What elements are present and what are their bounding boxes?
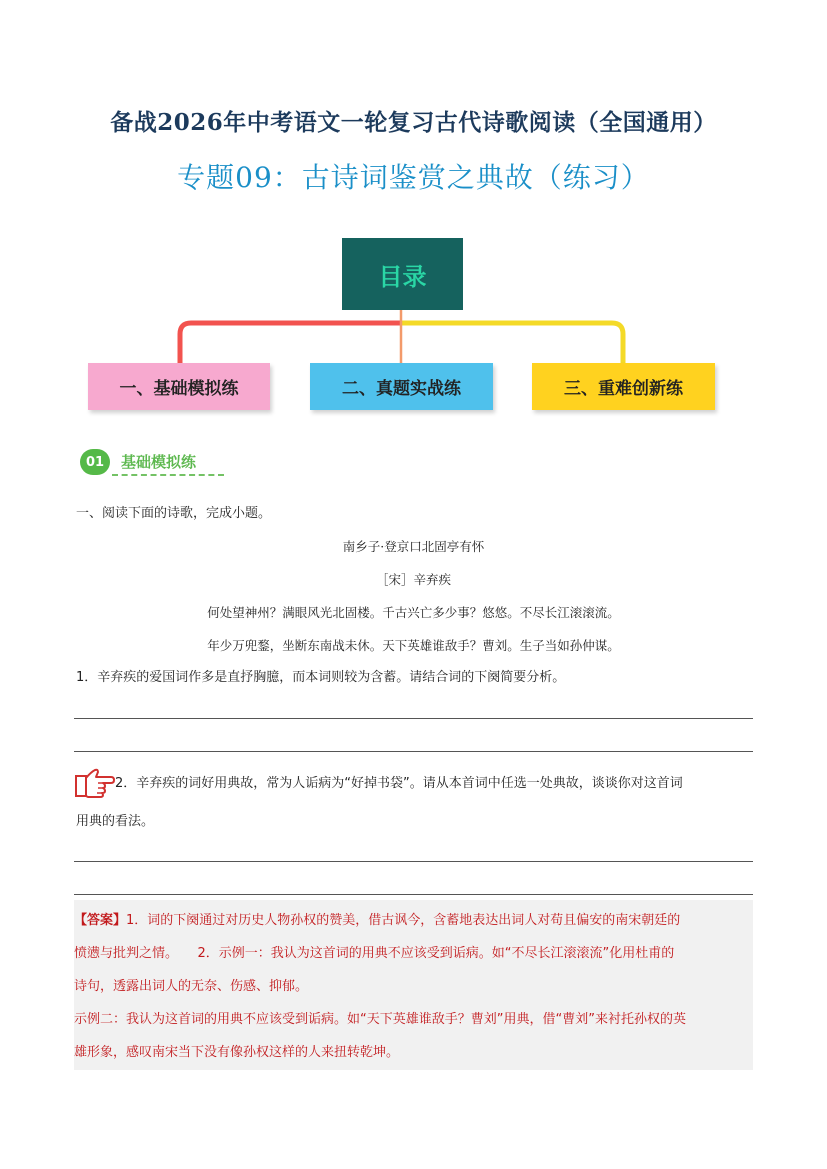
toc-item-basic[interactable]: 一、基础模拟练	[88, 363, 270, 410]
question-2-line-1: 2．辛弃疾的词好用典故，常为人诟病为“好掉书袋”。请从本首词中任选一处典故，谈谈你对这首词	[115, 776, 683, 791]
section-number-badge: 01	[80, 449, 110, 475]
answer-line-3: 诗句，透露出词人的无奈、伤感、抑郁。	[74, 979, 309, 994]
answer-tag: 【答案】	[74, 913, 127, 928]
section-header	[78, 446, 228, 480]
toc-item-real-exam[interactable]: 二、真题实战练	[310, 363, 493, 410]
answer-box	[74, 900, 753, 1070]
answer-line-2: 愤懑与批判之情。 2．示例一：我认为这首词的用典不应该受到诟病。如“不尽长江滚滚流”化用杜甫的	[74, 946, 675, 961]
document-title: 备战2026年中考语文一轮复习古代诗歌阅读（全国通用）	[110, 109, 717, 136]
section-title: 基础模拟练	[121, 453, 197, 471]
toc-title-box: 目录	[342, 238, 463, 310]
section-underline	[112, 474, 224, 476]
answer-line-4: 示例二：我认为这首词的用典不应该受到诟病。如“天下英雄谁敌手？曹刘”用典，借“曹刘”来衬托孙权的英	[74, 1012, 686, 1027]
poem-line-2: 年少万兜鍪，坐断东南战未休。天下英雄谁敌手？曹刘。生子当如孙仲谋。	[207, 638, 620, 653]
answer-line	[74, 751, 753, 752]
answer-text-1: 1．词的下阕通过对历史人物孙权的赞美，借古讽今，含蓄地表达出词人对苟且偏安的南宋朝廷的	[126, 913, 681, 928]
answer-line	[74, 894, 753, 895]
toc-item-innovation[interactable]: 三、重难创新练	[532, 363, 715, 410]
question-intro: 一、阅读下面的诗歌，完成小题。	[76, 506, 272, 521]
answer-line	[74, 718, 753, 719]
toc-connector-lines	[0, 0, 827, 420]
question-2-line-2: 用典的看法。	[76, 814, 155, 829]
answer-line	[74, 861, 753, 862]
poem-title: 南乡子·登京口北固亭有怀	[342, 539, 485, 554]
pointing-hand-icon	[73, 768, 115, 800]
poem-line-1: 何处望神州？满眼风光北固楼。千古兴亡多少事？悠悠。不尽长江滚滚流。	[207, 605, 620, 620]
poem-author: ［宋］辛弃疾	[375, 572, 451, 587]
document-subtitle: 专题09：古诗词鉴赏之典故（练习）	[177, 161, 650, 194]
answer-line-1	[74, 904, 680, 937]
question-1: 1．辛弃疾的爱国词作多是直抒胸臆，而本词则较为含蓄。请结合词的下阕简要分析。	[76, 670, 566, 685]
answer-line-5: 雄形象，感叹南宋当下没有像孙权这样的人来扭转乾坤。	[74, 1045, 400, 1060]
